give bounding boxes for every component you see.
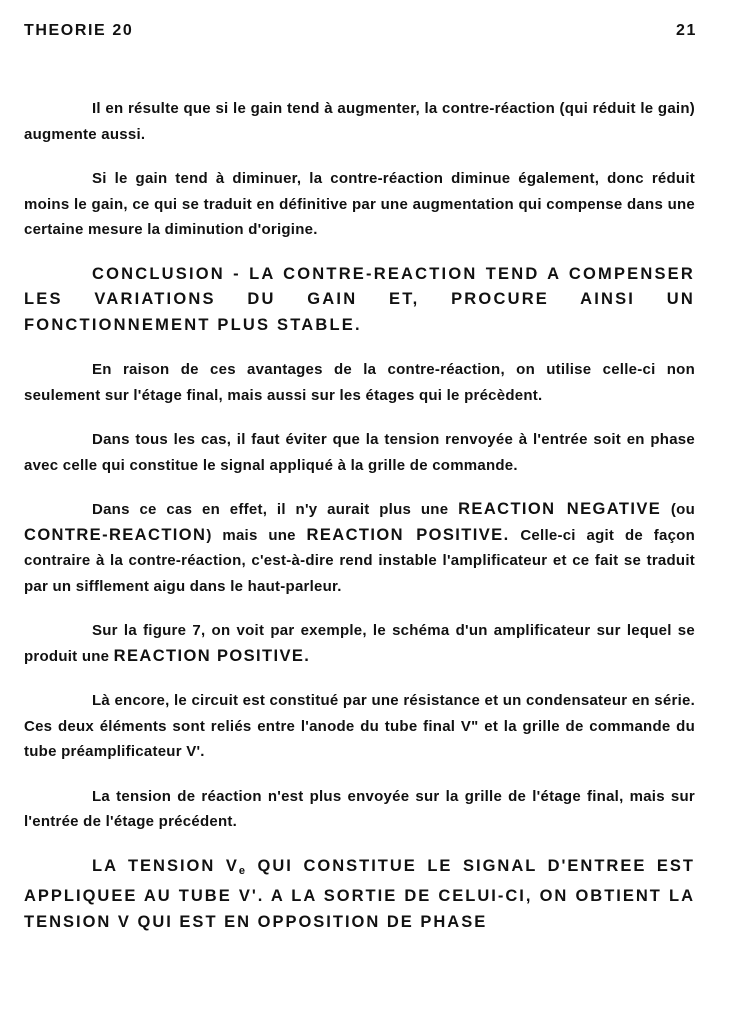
body-text <box>24 96 695 954</box>
page-number: 21 <box>676 22 697 39</box>
paragraph-8: Là encore, le circuit est constitué par une résistance et un condensateur en série. Ces deux éléments sont reliés entre l'anode du tube final V" et la grille de commande du tube préamplificateur V'. <box>24 692 695 760</box>
final-subscript: e <box>238 864 247 877</box>
paragraph-7 <box>24 618 695 669</box>
p6-reaction-negative: REACTION NEGATIVE <box>458 500 662 518</box>
page-header <box>24 22 697 40</box>
p6-text-c: (ou <box>661 501 695 518</box>
paragraph-1: Il en résulte que si le gain tend à augmenter, la contre-réaction (qui réduit le gain) augmente aussi. <box>24 100 695 143</box>
p6-text-e: ) mais une <box>206 526 307 544</box>
p6-contre-reaction: CONTRE-REACTION <box>24 525 207 544</box>
conclusion-paragraph: CONCLUSION - LA CONTRE-REACTION TEND A COMPENSER LES VARIATIONS DU GAIN ET, PROCURE AINSI UN FONCTIONNEMENT PLUS STABLE. <box>24 264 695 334</box>
paragraph-9: La tension de réaction n'est plus envoyée sur la grille de l'étage final, mais sur l'entrée de l'étage précédent. <box>24 787 695 830</box>
p6-text-g: Celle-ci agit de façon contraire à la contre-réaction, c'est-à-dire rend instable l'amplificateur et ce fait se traduit par un sifflement aigu dans le haut-parleur. <box>24 526 695 595</box>
p7-reaction-positive: REACTION POSITIVE. <box>113 646 311 665</box>
paragraph-4: En raison de ces avantages de la contre-réaction, on utilise celle-ci non seulement sur l'étage final, mais aussi sur les étages qui le précèdent. <box>24 361 695 404</box>
final-paragraph <box>24 854 695 936</box>
paragraph-5: Dans tous les cas, il faut éviter que la tension renvoyée à l'entrée soit en phase avec celle qui constitue le signal appliqué à la grille de commande. <box>24 431 695 474</box>
paragraph-6 <box>24 497 695 599</box>
p6-reaction-positive: REACTION POSITIVE. <box>306 525 510 544</box>
p6-text-a: Dans ce cas en effet, il n'y aurait plus une <box>92 501 459 518</box>
p7-text-a: Sur la figure 7, on voit par exemple, le schéma d'un amplificateur sur lequel se produit une <box>24 622 695 665</box>
paragraph-2: Si le gain tend à diminuer, la contre-réaction diminue également, donc réduit moins le gain, ce qui se traduit en définitive par une augmentation qui compense dans une certaine mesure la diminution d'origine. <box>24 170 695 238</box>
running-title: THEORIE 20 <box>24 22 134 39</box>
final-text-b: QUI CONSTITUE LE SIGNAL D'ENTREE EST APPLIQUEE AU TUBE V'. A LA SORTIE DE CELUI-CI, ON OBTIENT LA TENSION V QUI EST EN OPPOSITION DE PHASE <box>24 856 695 931</box>
final-text-a: LA TENSION V <box>92 856 239 875</box>
